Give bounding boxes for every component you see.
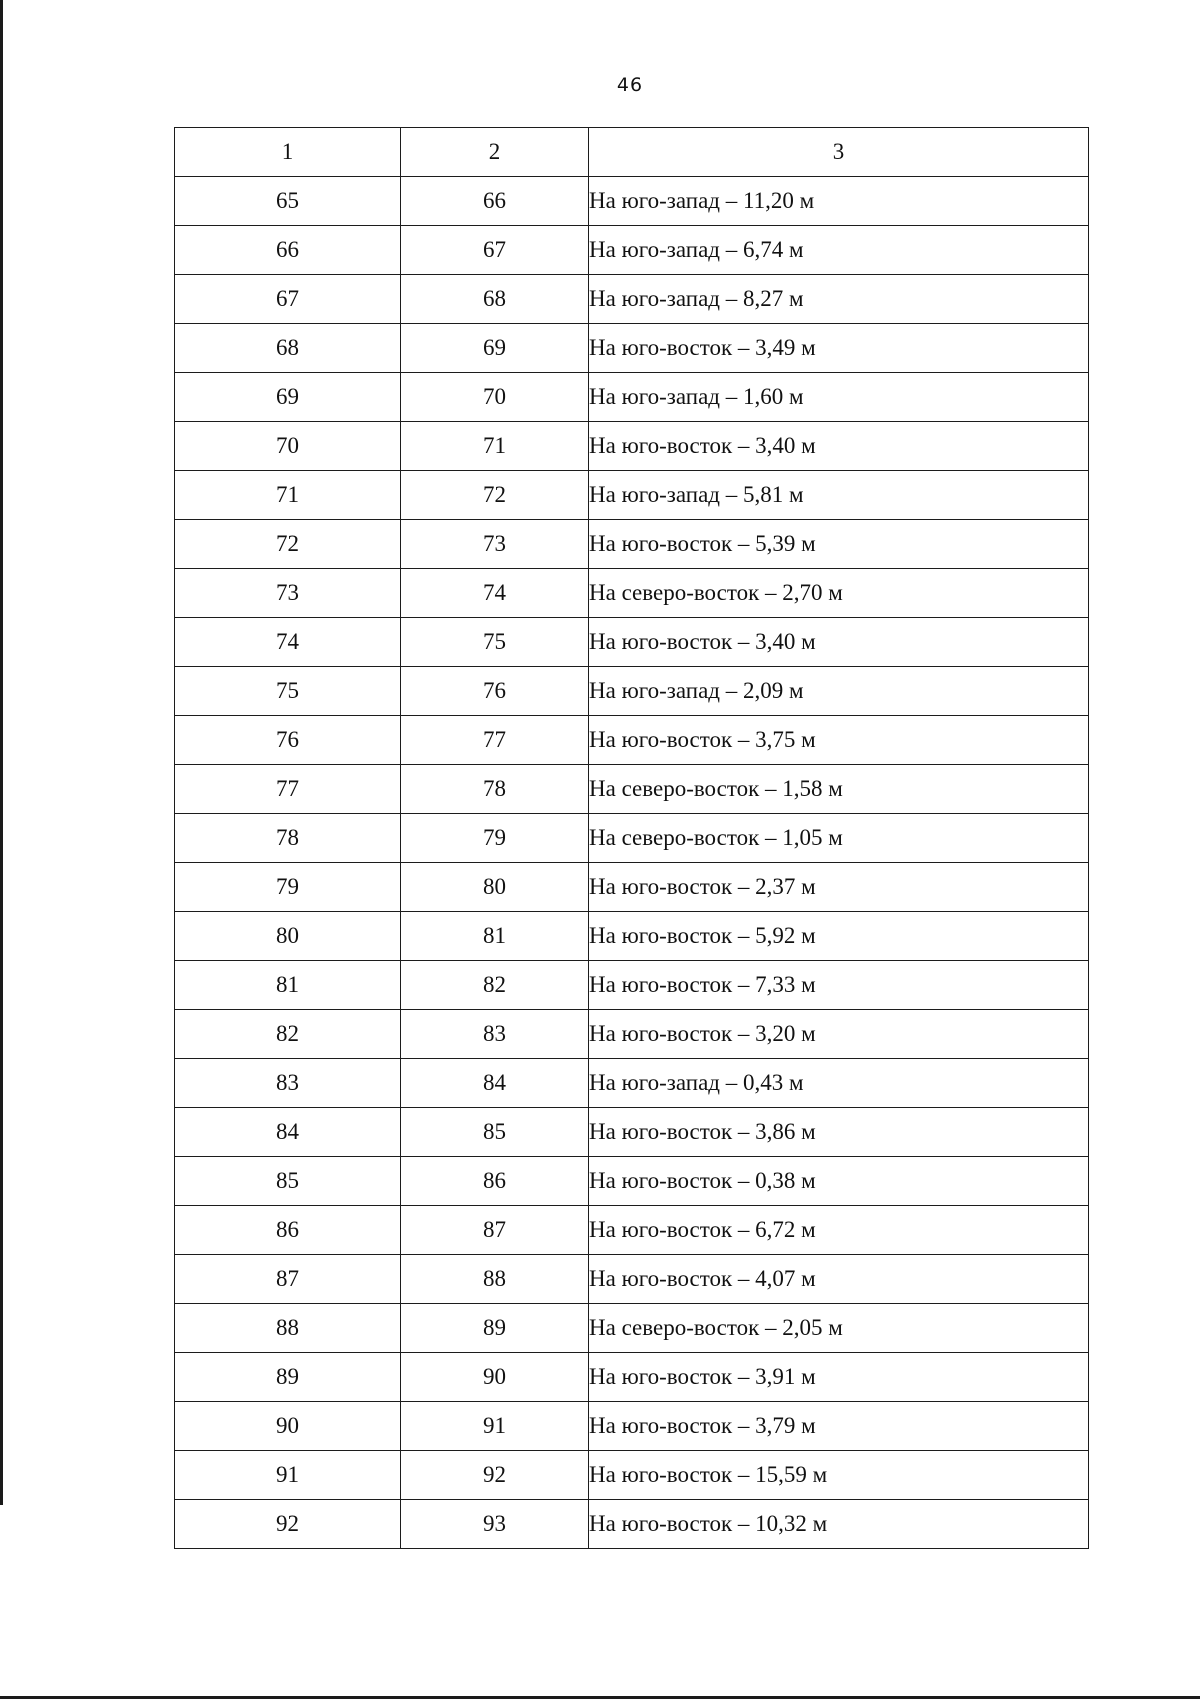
from-point-cell: 68 [175,324,401,373]
to-point-cell: 87 [401,1206,589,1255]
to-point-cell: 69 [401,324,589,373]
table-row [175,177,1089,226]
table-row [175,667,1089,716]
table-row [175,324,1089,373]
direction-distance-cell: На северо-восток – 2,05 м [589,1304,1089,1353]
direction-distance-cell: На юго-запад – 1,60 м [589,373,1089,422]
direction-distance-cell: На юго-запад – 8,27 м [589,275,1089,324]
direction-distance-cell: На юго-восток – 15,59 м [589,1451,1089,1500]
table-row [175,275,1089,324]
from-point-cell: 85 [175,1157,401,1206]
to-point-cell: 83 [401,1010,589,1059]
direction-distance-cell: На юго-восток – 3,49 м [589,324,1089,373]
direction-distance-cell: На юго-запад – 5,81 м [589,471,1089,520]
to-point-cell: 86 [401,1157,589,1206]
table-row [175,422,1089,471]
table-row [175,912,1089,961]
from-point-cell: 84 [175,1108,401,1157]
direction-distance-cell: На юго-восток – 2,37 м [589,863,1089,912]
from-point-cell: 74 [175,618,401,667]
from-point-cell: 67 [175,275,401,324]
from-point-cell: 73 [175,569,401,618]
table-row [175,1255,1089,1304]
direction-distance-cell: На юго-восток – 5,92 м [589,912,1089,961]
table-row [175,814,1089,863]
from-point-cell: 80 [175,912,401,961]
direction-distance-cell: На юго-восток – 0,38 м [589,1157,1089,1206]
to-point-cell: 76 [401,667,589,716]
table-row [175,226,1089,275]
direction-distance-cell: На юго-запад – 6,74 м [589,226,1089,275]
direction-distance-cell: На юго-запад – 11,20 м [589,177,1089,226]
table-row [175,863,1089,912]
direction-distance-cell: На юго-восток – 3,75 м [589,716,1089,765]
to-point-cell: 78 [401,765,589,814]
to-point-cell: 89 [401,1304,589,1353]
from-point-cell: 86 [175,1206,401,1255]
from-point-cell: 76 [175,716,401,765]
from-point-cell: 88 [175,1304,401,1353]
from-point-cell: 77 [175,765,401,814]
table-row [175,961,1089,1010]
page-number: 46 [616,74,644,96]
from-point-cell: 81 [175,961,401,1010]
scan-left-edge [0,0,3,1505]
direction-distance-cell: На юго-восток – 6,72 м [589,1206,1089,1255]
to-point-cell: 84 [401,1059,589,1108]
direction-distance-cell: На юго-восток – 3,40 м [589,618,1089,667]
from-point-cell: 91 [175,1451,401,1500]
table-row [175,569,1089,618]
direction-distance-cell: На северо-восток – 2,70 м [589,569,1089,618]
direction-distance-cell: На юго-восток – 3,79 м [589,1402,1089,1451]
from-point-cell: 82 [175,1010,401,1059]
to-point-cell: 93 [401,1500,589,1549]
to-point-cell: 91 [401,1402,589,1451]
table-row [175,618,1089,667]
header-col-3: 3 [589,128,1089,177]
to-point-cell: 70 [401,373,589,422]
to-point-cell: 79 [401,814,589,863]
to-point-cell: 81 [401,912,589,961]
direction-distance-cell: На юго-восток – 7,33 м [589,961,1089,1010]
table-header-row [175,128,1089,177]
direction-distance-cell: На юго-восток – 4,07 м [589,1255,1089,1304]
direction-distance-cell: На юго-восток – 3,20 м [589,1010,1089,1059]
to-point-cell: 80 [401,863,589,912]
scan-bottom-edge [0,1696,1200,1699]
direction-distance-cell: На северо-восток – 1,05 м [589,814,1089,863]
direction-distance-cell: На юго-восток – 3,86 м [589,1108,1089,1157]
to-point-cell: 74 [401,569,589,618]
to-point-cell: 75 [401,618,589,667]
to-point-cell: 88 [401,1255,589,1304]
direction-distance-cell: На юго-восток – 3,40 м [589,422,1089,471]
from-point-cell: 65 [175,177,401,226]
to-point-cell: 77 [401,716,589,765]
from-point-cell: 70 [175,422,401,471]
from-point-cell: 66 [175,226,401,275]
table-row [175,765,1089,814]
table-row [175,471,1089,520]
table-row [175,1059,1089,1108]
from-point-cell: 87 [175,1255,401,1304]
to-point-cell: 92 [401,1451,589,1500]
from-point-cell: 89 [175,1353,401,1402]
header-col-1: 1 [175,128,401,177]
table-row [175,520,1089,569]
table-row [175,716,1089,765]
table-row [175,1108,1089,1157]
table-row [175,1304,1089,1353]
table-row [175,1402,1089,1451]
from-point-cell: 78 [175,814,401,863]
table-row [175,1206,1089,1255]
direction-distance-cell: На юго-запад – 2,09 м [589,667,1089,716]
table-row [175,1010,1089,1059]
direction-distance-cell: На северо-восток – 1,58 м [589,765,1089,814]
boundary-table [174,127,1089,1549]
table-row [175,1353,1089,1402]
from-point-cell: 72 [175,520,401,569]
to-point-cell: 71 [401,422,589,471]
from-point-cell: 71 [175,471,401,520]
from-point-cell: 83 [175,1059,401,1108]
table-body [175,177,1089,1549]
to-point-cell: 82 [401,961,589,1010]
from-point-cell: 69 [175,373,401,422]
from-point-cell: 79 [175,863,401,912]
from-point-cell: 75 [175,667,401,716]
direction-distance-cell: На юго-восток – 10,32 м [589,1500,1089,1549]
table-row [175,1451,1089,1500]
table-row [175,1500,1089,1549]
from-point-cell: 92 [175,1500,401,1549]
to-point-cell: 85 [401,1108,589,1157]
to-point-cell: 66 [401,177,589,226]
to-point-cell: 72 [401,471,589,520]
direction-distance-cell: На юго-восток – 3,91 м [589,1353,1089,1402]
direction-distance-cell: На юго-запад – 0,43 м [589,1059,1089,1108]
direction-distance-cell: На юго-восток – 5,39 м [589,520,1089,569]
header-col-2: 2 [401,128,589,177]
to-point-cell: 68 [401,275,589,324]
to-point-cell: 67 [401,226,589,275]
to-point-cell: 73 [401,520,589,569]
to-point-cell: 90 [401,1353,589,1402]
table-row [175,373,1089,422]
table-header [175,128,1089,177]
from-point-cell: 90 [175,1402,401,1451]
table-row [175,1157,1089,1206]
